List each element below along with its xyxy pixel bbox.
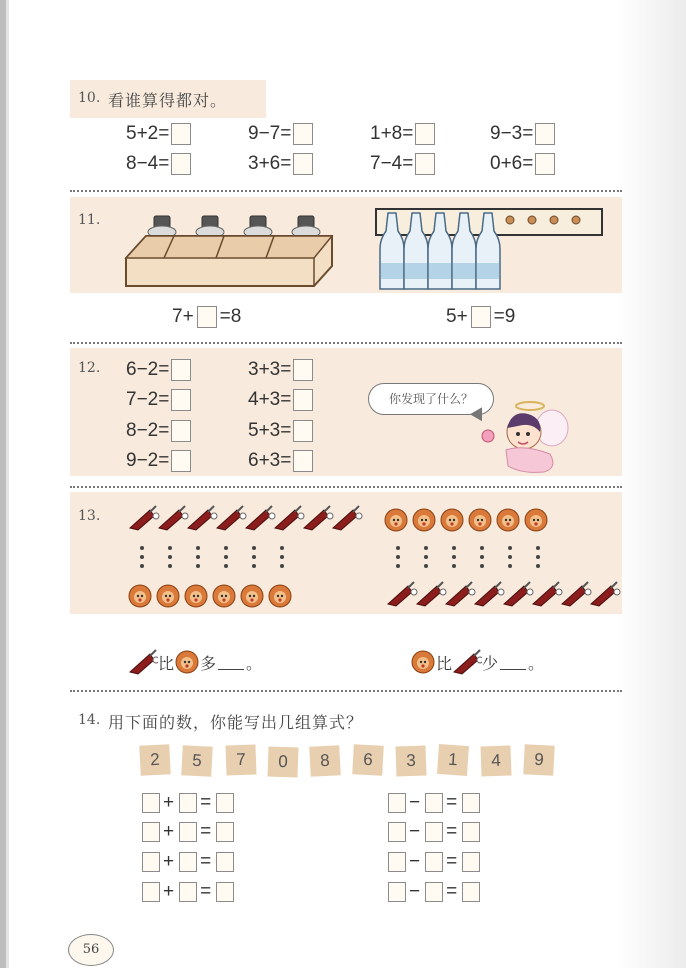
answer-box[interactable] <box>425 793 443 813</box>
q14-add-row-1: + = <box>140 792 234 814</box>
section-divider <box>70 486 622 488</box>
answer-box[interactable] <box>415 153 435 175</box>
answer-box[interactable] <box>171 420 191 442</box>
trumpet-icon <box>452 648 482 676</box>
q14-add-row-4: + = <box>140 881 234 903</box>
page-shadow <box>616 0 686 968</box>
answer-box[interactable] <box>216 882 234 902</box>
answer-box[interactable] <box>462 882 480 902</box>
q10-eq-7: 7−4= <box>370 153 435 175</box>
number-card: 6 <box>352 744 384 776</box>
lion-row-top <box>384 508 564 534</box>
page-binding-edge-inner <box>6 0 9 968</box>
q12-eq-3: 8−2= <box>126 420 191 442</box>
q14-add-row-2: + = <box>140 821 234 843</box>
bottle-crate-illustration <box>124 206 334 290</box>
answer-box[interactable] <box>171 359 191 381</box>
answer-box[interactable] <box>388 793 406 813</box>
answer-box[interactable] <box>425 822 443 842</box>
answer-box[interactable] <box>142 822 160 842</box>
number-card: 5 <box>181 745 213 777</box>
trumpet-icon <box>128 648 158 676</box>
answer-box[interactable] <box>293 450 313 472</box>
answer-box[interactable] <box>197 306 217 328</box>
number-card: 3 <box>395 745 426 776</box>
page-number: 56 <box>68 934 114 966</box>
section-divider <box>70 190 622 192</box>
answer-box[interactable] <box>388 882 406 902</box>
speech-bubble: 你发现了什么？ <box>368 383 494 415</box>
q14-title: 用下面的数，你能写出几组算式？ <box>108 713 364 732</box>
answer-box[interactable] <box>216 822 234 842</box>
trumpet-row-bottom <box>386 580 622 610</box>
q12-eq-1: 6−2= <box>126 359 191 381</box>
answer-box[interactable] <box>142 882 160 902</box>
section-divider <box>70 342 622 344</box>
answer-box[interactable] <box>216 793 234 813</box>
q12-eq-7: 5+3= <box>248 420 313 442</box>
answer-box[interactable] <box>216 852 234 872</box>
number-card: 0 <box>267 746 298 777</box>
q11-eq-left: 7+ =8 <box>172 306 242 327</box>
answer-box[interactable] <box>142 793 160 813</box>
answer-box[interactable] <box>535 123 555 145</box>
q12-eq-6: 4+3= <box>248 389 313 411</box>
answer-box[interactable] <box>471 306 491 328</box>
angel-girl-illustration <box>478 398 570 476</box>
q13-number: 13. <box>78 508 101 524</box>
number-card: 1 <box>437 744 469 776</box>
answer-box[interactable] <box>171 389 191 411</box>
answer-box[interactable] <box>293 389 313 411</box>
q10-eq-2: 9−7= <box>248 123 313 145</box>
bottle-rack-illustration <box>374 205 606 293</box>
q13-compare-right: 比 少 。 <box>410 648 544 676</box>
answer-blank[interactable] <box>218 655 244 670</box>
q11-number: 11. <box>78 212 101 228</box>
answer-box[interactable] <box>462 793 480 813</box>
number-card: 4 <box>480 745 511 776</box>
q12-eq-4: 9−2= <box>126 450 191 472</box>
lion-icon <box>410 649 436 675</box>
number-card: 7 <box>225 744 256 775</box>
answer-box[interactable] <box>179 793 197 813</box>
answer-box[interactable] <box>388 852 406 872</box>
answer-blank[interactable] <box>500 655 526 670</box>
matching-dots-left <box>134 544 294 572</box>
number-card: 8 <box>309 745 341 777</box>
q10-title: 看谁算得都对。 <box>108 91 228 110</box>
answer-box[interactable] <box>388 822 406 842</box>
q13-compare-left: 比 多 。 <box>128 648 262 676</box>
answer-box[interactable] <box>425 882 443 902</box>
q12-eq-5: 3+3= <box>248 359 313 381</box>
q14-sub-row-1: − = <box>386 792 480 814</box>
answer-box[interactable] <box>171 153 191 175</box>
q10-eq-4: 9−3= <box>490 123 555 145</box>
answer-box[interactable] <box>462 852 480 872</box>
q14-sub-row-3: − = <box>386 851 480 873</box>
answer-box[interactable] <box>179 852 197 872</box>
trumpet-row-top <box>128 504 364 532</box>
q10-eq-5: 8−4= <box>126 153 191 175</box>
answer-box[interactable] <box>171 123 191 145</box>
matching-dots-right <box>390 544 550 572</box>
answer-box[interactable] <box>462 822 480 842</box>
q14-sub-row-2: − = <box>386 821 480 843</box>
number-card: 2 <box>139 744 171 776</box>
answer-box[interactable] <box>179 882 197 902</box>
q14-sub-row-4: − = <box>386 881 480 903</box>
q10-eq-1: 5+2= <box>126 123 191 145</box>
number-card: 9 <box>523 744 555 776</box>
q10-eq-3: 1+8= <box>370 123 435 145</box>
q12-eq-8: 6+3= <box>248 450 313 472</box>
q14-add-row-3: + = <box>140 851 234 873</box>
answer-box[interactable] <box>293 420 313 442</box>
answer-box[interactable] <box>142 852 160 872</box>
section-divider <box>70 690 622 692</box>
q10-eq-8: 0+6= <box>490 153 555 175</box>
lion-row-bottom <box>128 584 300 610</box>
q10-eq-6: 3+6= <box>248 153 313 175</box>
q14-number: 14. <box>78 712 101 728</box>
answer-box[interactable] <box>535 153 555 175</box>
lion-icon <box>174 649 200 675</box>
answer-box[interactable] <box>171 450 191 472</box>
answer-box[interactable] <box>293 153 313 175</box>
q12-eq-2: 7−2= <box>126 389 191 411</box>
answer-box[interactable] <box>425 852 443 872</box>
answer-box[interactable] <box>179 822 197 842</box>
answer-box[interactable] <box>293 359 313 381</box>
answer-box[interactable] <box>415 123 435 145</box>
answer-box[interactable] <box>293 123 313 145</box>
q12-number: 12. <box>78 360 101 376</box>
q10-number: 10. <box>78 90 101 106</box>
q11-eq-right: 5+ =9 <box>446 306 516 327</box>
